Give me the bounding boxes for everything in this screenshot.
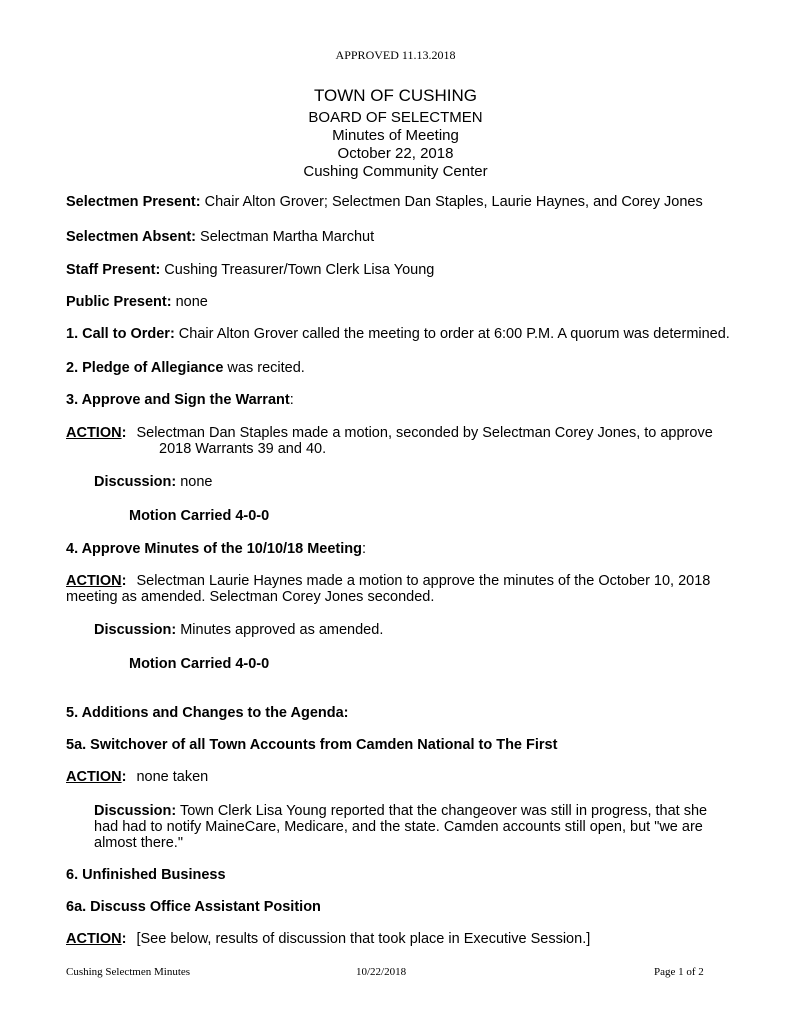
- additions-heading: [66, 705, 349, 722]
- staff-label: Staff Present:: [66, 262, 161, 278]
- warrant-colon: :: [289, 392, 294, 408]
- warrant-label: 3. Approve and Sign the Warrant: [66, 392, 290, 408]
- absent-label: Selectmen Absent:: [66, 229, 196, 245]
- call-text: Chair Alton Grover called the meeting to order at 6:00 P.M. A quorum was determined.: [174, 326, 730, 342]
- switch-discussion-label: Discussion:: [94, 803, 177, 819]
- switch-label: 5a. Switchover of all Town Accounts from Camden National to The First: [66, 737, 558, 753]
- selectmen-present: [66, 194, 703, 211]
- warrant-motion-text: Motion Carried 4-0-0: [129, 508, 270, 524]
- warrant-action: ACTION: Selectman Dan Staples made a motion, seconded by Selectman Corey Jones, to approve: [66, 425, 713, 441]
- office-heading: [66, 899, 321, 916]
- approved-note: APPROVED 11.13.2018: [335, 48, 456, 62]
- public-label: Public Present:: [66, 294, 172, 310]
- switchover-heading: [66, 737, 557, 754]
- meeting-date: October 22, 2018: [337, 145, 454, 162]
- staff-present: [66, 262, 434, 279]
- call-to-order: [66, 326, 730, 343]
- unfinished-heading: [66, 867, 226, 884]
- office-label: 6a. Discuss Office Assistant Position: [66, 899, 321, 915]
- minutes-action-line1: Selectman Laurie Haynes made a motion to approve the minutes of the October 10, 2018: [136, 573, 711, 589]
- pledge-text: was recited.: [223, 360, 305, 376]
- switch-discussion-line1: Town Clerk Lisa Young reported that the changeover was still in progress, that she: [176, 803, 708, 819]
- meeting-location: Cushing Community Center: [303, 163, 488, 180]
- switch-discussion-line3: almost there.": [94, 835, 183, 851]
- call-label: 1. Call to Order:: [66, 326, 175, 342]
- absent-value: Selectman Martha Marchut: [196, 229, 375, 245]
- minutes-discussion-text: Minutes approved as amended.: [176, 622, 384, 638]
- present-value: Chair Alton Grover; Selectmen Dan Staples, Laurie Haynes, and Corey Jones: [200, 194, 703, 210]
- doc-type: Minutes of Meeting: [332, 127, 459, 144]
- board-title: BOARD OF SELECTMEN: [308, 109, 483, 126]
- staff-value: Cushing Treasurer/Town Clerk Lisa Young: [160, 262, 435, 278]
- switch-action-text: none taken: [136, 769, 209, 785]
- additions-label: 5. Additions and Changes to the Agenda:: [66, 705, 349, 721]
- minutes-motion-text: Motion Carried 4-0-0: [129, 656, 270, 672]
- town-title: TOWN OF CUSHING: [313, 86, 478, 105]
- pledge: [66, 360, 305, 377]
- warrant-heading: [66, 392, 294, 409]
- footer-date: 10/22/2018: [356, 966, 407, 978]
- warrant-action-line1: Selectman Dan Staples made a motion, seconded by Selectman Corey Jones, to approve: [136, 425, 713, 441]
- office-action: ACTION: [See below, results of discussion that took place in Executive Session.]: [66, 931, 591, 947]
- minutes-motion: [129, 656, 269, 673]
- switchover-discussion: [94, 803, 707, 820]
- minutes-action-line2: meeting as amended. Selectman Corey Jones seconded.: [66, 589, 435, 605]
- office-action-text: [See below, results of discussion that took place in Executive Session.]: [136, 931, 591, 947]
- minutes-action: ACTION: Selectman Laurie Haynes made a motion to approve the minutes of the October 10, 2018: [66, 573, 711, 589]
- pledge-label: 2. Pledge of Allegiance: [66, 360, 224, 376]
- minutes-action-label: ACTION: [66, 573, 122, 589]
- warrant-discussion-text: none: [176, 474, 213, 490]
- warrant-discussion: [94, 474, 212, 491]
- minutes-discussion-label: Discussion:: [94, 622, 177, 638]
- warrant-action-label: ACTION: [66, 425, 122, 441]
- minutes-label: 4. Approve Minutes of the 10/10/18 Meeting: [66, 541, 362, 557]
- present-label: Selectmen Present:: [66, 194, 201, 210]
- warrant-action-line2: 2018 Warrants 39 and 40.: [159, 441, 327, 457]
- public-value: none: [171, 294, 208, 310]
- office-action-label: ACTION: [66, 931, 122, 947]
- minutes-heading: [66, 541, 366, 558]
- warrant-motion: [129, 508, 269, 525]
- unfinished-label: 6. Unfinished Business: [66, 867, 226, 883]
- minutes-colon: :: [361, 541, 367, 557]
- warrant-discussion-label: Discussion:: [94, 474, 177, 490]
- switch-discussion-line2: had had to notify MaineCare, Medicare, and the state. Camden accounts still open, but "we are: [94, 819, 703, 835]
- selectmen-absent: [66, 229, 374, 246]
- page-number: Page 1 of 2: [654, 966, 704, 978]
- public-present: [66, 294, 208, 311]
- switchover-action: ACTION: none taken: [66, 769, 209, 785]
- switch-action-label: ACTION: [66, 769, 122, 785]
- footer-left: Cushing Selectmen Minutes: [66, 966, 191, 978]
- minutes-discussion: [94, 622, 383, 639]
